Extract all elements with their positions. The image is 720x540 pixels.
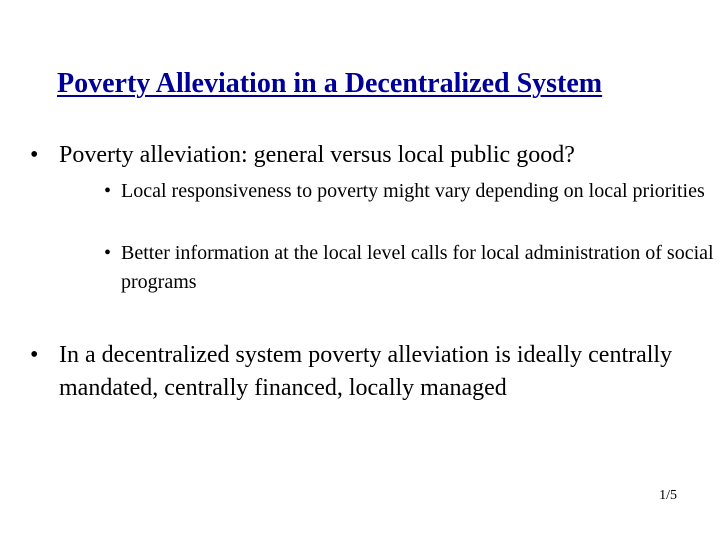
slide-title: Poverty Alleviation in a Decentralized System bbox=[57, 68, 603, 99]
page-number: 1/5 bbox=[659, 488, 677, 503]
sub-bullet-text: Better information at the local level calls for local administration of social programs bbox=[121, 242, 714, 293]
sub-bullet-item bbox=[104, 239, 714, 297]
bullet-marker: • bbox=[104, 242, 112, 264]
bullet-text: Poverty alleviation: general versus local public good? bbox=[59, 142, 575, 168]
bullet-item bbox=[30, 139, 690, 172]
sub-bullet-item bbox=[104, 177, 714, 206]
bullet-text: In a decentralized system poverty alleviation is ideally centrally mandated, centrally financed, locally managed bbox=[59, 342, 673, 401]
bullet-marker: • bbox=[30, 342, 39, 368]
bullet-marker: • bbox=[30, 142, 39, 168]
bullet-marker: • bbox=[104, 180, 112, 202]
bullet-item bbox=[30, 339, 690, 405]
sub-bullet-text: Local responsiveness to poverty might vary depending on local priorities bbox=[121, 180, 705, 202]
